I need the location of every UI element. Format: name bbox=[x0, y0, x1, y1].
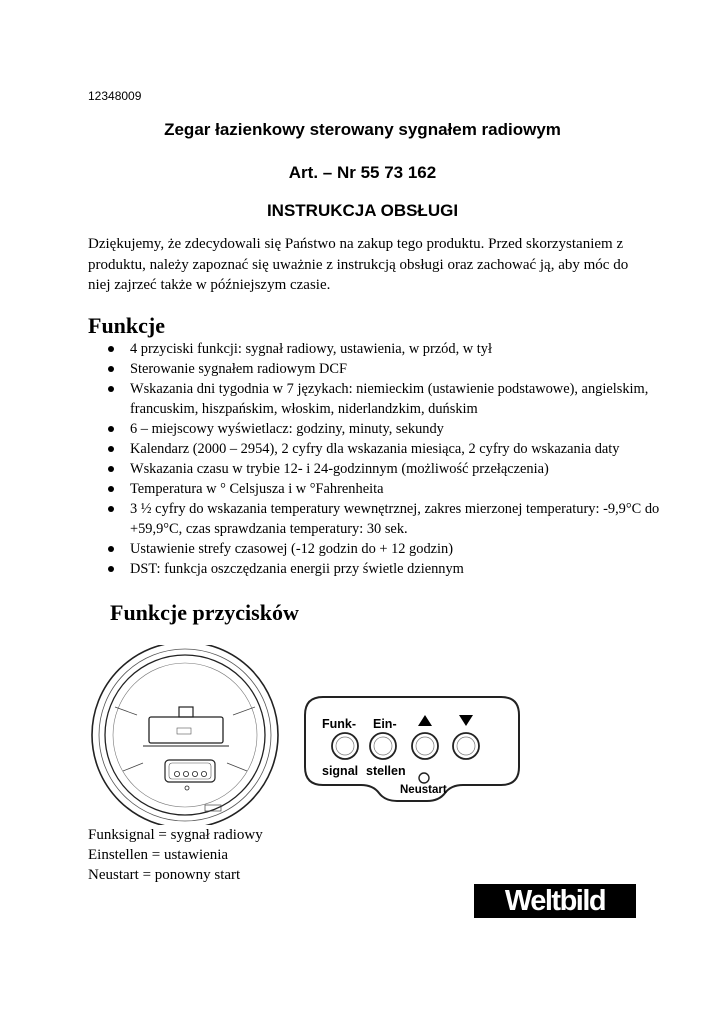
intro-paragraph: Dziękujemy, że zdecydowali się Państwo na zakup tego produktu. Przed skorzystaniem z produktu, należy zapoznać się uważnie z instrukcją obsługi oraz zachować ją, aby móc do niej zajrzeć także w późniejszym czasie. bbox=[88, 236, 629, 293]
bullet-icon bbox=[108, 346, 114, 352]
bullet-icon bbox=[108, 506, 114, 512]
bullet-icon bbox=[108, 486, 114, 492]
feature-item: Ustawienie strefy czasowej (-12 godzin do + 12 godzin) bbox=[0, 539, 725, 559]
bullet-icon bbox=[108, 386, 114, 392]
feature-item: Wskazania czasu w trybie 12- i 24-godzinnym (możliwość przełączenia) bbox=[0, 459, 725, 479]
feature-item: Kalendarz (2000 – 2954), 2 cyfry dla wskazania miesiąca, 2 cyfry do wskazania daty bbox=[0, 439, 725, 459]
panel-label-stellen: stellen bbox=[366, 764, 406, 778]
document-number: 12348009 bbox=[88, 89, 142, 103]
feature-item: 6 – miejscowy wyświetlacz: godziny, minuty, sekundy bbox=[0, 419, 725, 439]
bullet-icon bbox=[108, 566, 114, 572]
feature-item: DST: funkcja oszczędzania energii przy świetle dziennym bbox=[0, 559, 725, 579]
feature-item: Wskazania dni tygodnia w 7 językach: niemieckim (ustawienie podstawowe), angielskim, francuskim, hiszpańskim, włoskim, niderlandzkim, duńskim bbox=[0, 379, 725, 419]
article-number: Art. – Nr 55 73 162 bbox=[288, 163, 437, 182]
document-title: Zegar łazienkowy sterowany sygnałem radiowym bbox=[164, 120, 561, 139]
panel-label-funk: Funk- bbox=[322, 717, 357, 731]
feature-item: Sterowanie sygnałem radiowym DCF bbox=[0, 359, 725, 379]
buttons-heading: Funkcje przycisków bbox=[110, 600, 299, 625]
button-legend bbox=[88, 825, 263, 885]
button-panel bbox=[303, 695, 521, 810]
feature-item: Temperatura w ° Celsjusza i w °Fahrenheita bbox=[0, 479, 725, 499]
legend-line: Funksignal = sygnał radiowy bbox=[88, 827, 263, 843]
bullet-icon bbox=[108, 466, 114, 472]
features-heading: Funkcje bbox=[88, 313, 165, 338]
legend-line: Einstellen = ustawienia bbox=[88, 847, 229, 863]
clock-back-illustration bbox=[85, 645, 285, 825]
bullet-icon bbox=[108, 366, 114, 372]
panel-label-neustart: Neustart bbox=[400, 784, 447, 796]
features-list bbox=[0, 339, 725, 579]
legend-line: Neustart = ponowny start bbox=[88, 867, 241, 883]
bullet-icon bbox=[108, 446, 114, 452]
neustart-button bbox=[419, 773, 429, 783]
panel-label-ein: Ein- bbox=[373, 717, 397, 731]
manual-subtitle: INSTRUKCJA OBSŁUGI bbox=[266, 201, 459, 220]
panel-label-signal: signal bbox=[322, 764, 359, 778]
weltbild-logo: Weltbild bbox=[474, 884, 636, 918]
feature-item: 4 przyciski funkcji: sygnał radiowy, ustawienia, w przód, w tył bbox=[0, 339, 725, 359]
feature-item: 3 ½ cyfry do wskazania temperatury wewnętrznej, zakres mierzonej temperatury: -9,9°C do +59,9°C, czas sprawdzania temperatury: 30 sek. bbox=[0, 499, 725, 539]
bullet-icon bbox=[108, 426, 114, 432]
bullet-icon bbox=[108, 546, 114, 552]
